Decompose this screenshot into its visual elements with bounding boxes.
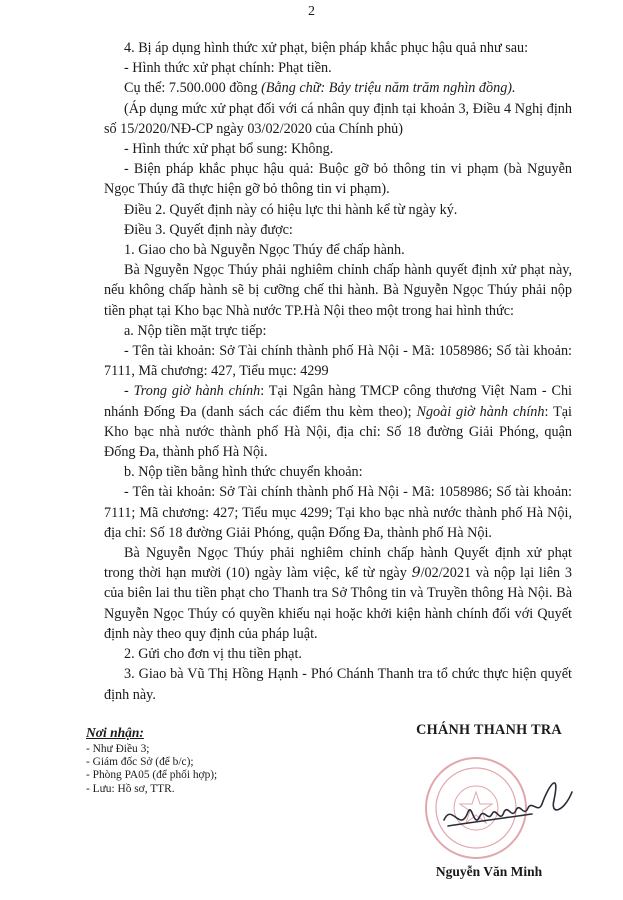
paragraph-assign-1: 1. Giao cho bà Nguyễn Ngọc Thúy để chấp hành. [124,242,405,259]
deadline-text: Bà Nguyễn Ngọc Thúy phải nghiêm chỉnh chấp hành Quyết định xử phạt trong thời hạn mười (10) ngày làm việc, kể từ ngày [104,545,572,582]
office-hours-text: : Tại Ngân hàng TMCP công thương Việt Nam - Chi nhánh Đống Đa (danh sách các điểm thu kèm theo); [104,383,572,420]
paragraph-transfer: b. Nộp tiền bằng hình thức chuyển khoản: [124,464,363,481]
paragraph-transfer-account: - Tên tài khoản: Sở Tài chính thành phố Hà Nội - Mã: 1058986; Số tài khoản: 7111; Mã chương: 427; Tiểu mục 4299; Tại kho bạc nhà nước thành phố Hà Nội, địa chỉ: Số 18 đường Giải Phóng, quận Đống Đa, thành phố Hà Nội. [104,484,572,541]
paragraph-item-4: 4. Bị áp dụng hình thức xử phạt, biện pháp khắc phục hậu quả như sau: [124,40,529,56]
paragraph-deadline [104,543,572,644]
recipient-item: - Lưu: Hồ sơ, TTR. [86,782,175,795]
paragraph-remedy: - Biện pháp khắc phục hậu quả: Buộc gỡ bỏ thông tin vi phạm (bà Nguyễn Ngọc Thúy đã thực hiện gỡ bỏ thông tin vi phạm). [104,161,572,198]
after-hours-label: Ngoài giờ hành chính [416,403,545,420]
recipients-title: Nơi nhận: [86,725,144,740]
deadline-rest: /02/2021 và nộp lại liên 3 của biên lai thu tiền phạt cho Thanh tra Sở Thông tin và Truyền thông Hà Nội. Bà Nguyễn Ngọc Thúy có quyền khiếu nại hoặc khởi kiện hành chính đối với Quyết định này theo quy định của pháp luật. [104,565,572,642]
paragraph-cash-hours [104,381,572,462]
office-hours-label: Trong giờ hành chính [133,383,261,400]
paragraph-assign-3: 3. Giao bà Vũ Thị Hồng Hạnh - Phó Chánh Thanh tra tổ chức thực hiện quyết định này. [104,666,572,703]
signature-block [384,722,594,879]
recipients-list [86,743,326,796]
paragraph-obligation: Bà Nguyễn Ngọc Thúy phải nghiêm chỉnh chấp hành quyết định xử phạt này, nếu không chấp hành sẽ bị cưỡng chế thi hành. Bà Nguyễn Ngọc Thúy phải nộp tiền phạt tại Kho bạc Nhà nước TP.Hà Nội theo một trong hai hình thức: [104,262,572,319]
recipients-block [86,725,326,796]
amount-in-words: (Bằng chữ: Bảy triệu năm trăm nghìn đồng). [261,80,516,97]
recipient-item: - Giám đốc Sở (để b/c); [86,756,194,769]
dash: - [124,383,134,400]
page-number: 2 [308,4,315,19]
recipient-item: - Phòng PA05 (để phối hợp); [86,769,218,782]
handwritten-day: 9 [411,565,421,582]
amount-figure: Cụ thể: 7.500.000 đồng [124,80,262,97]
official-seal-and-signature [404,742,584,862]
paragraph-additional-penalty: - Hình thức xử phạt bổ sung: Không. [124,141,334,158]
signer-role: CHÁNH THANH TRA [416,722,562,738]
paragraph-article-3: Điều 3. Quyết định này được: [124,221,293,238]
document-body [104,38,572,705]
seal-icon [426,758,526,858]
paragraph-cash-account: - Tên tài khoản: Sở Tài chính thành phố Hà Nội - Mã: 1058986; Số tài khoản: 7111, Mã chương: 427, Tiểu mục: 4299 [104,343,572,380]
paragraph-assign-2: 2. Gửi cho đơn vị thu tiền phạt. [124,646,302,663]
paragraph-amount [104,78,572,98]
signer-name: Nguyễn Văn Minh [435,864,543,879]
paragraph-main-penalty: - Hình thức xử phạt chính: Phạt tiền. [124,60,332,77]
paragraph-cash: a. Nộp tiền mặt trực tiếp: [124,322,267,339]
after-hours-text: : Tại Kho bạc nhà nước thành phố Hà Nội, địa chỉ: Số 18 đường Giải Phóng, quận Đống Đa, thành phố Hà Nội. [104,403,572,461]
recipient-item: - Như Điều 3; [86,743,150,755]
paragraph-article-2: Điều 2. Quyết định này có hiệu lực thi hành kể từ ngày ký. [124,201,458,218]
paragraph-legal-basis: (Áp dụng mức xử phạt đối với cá nhân quy định tại khoản 3, Điều 4 Nghị định số 15/2020/NĐ-CP ngày 03/02/2020 của Chính phủ) [104,100,572,137]
